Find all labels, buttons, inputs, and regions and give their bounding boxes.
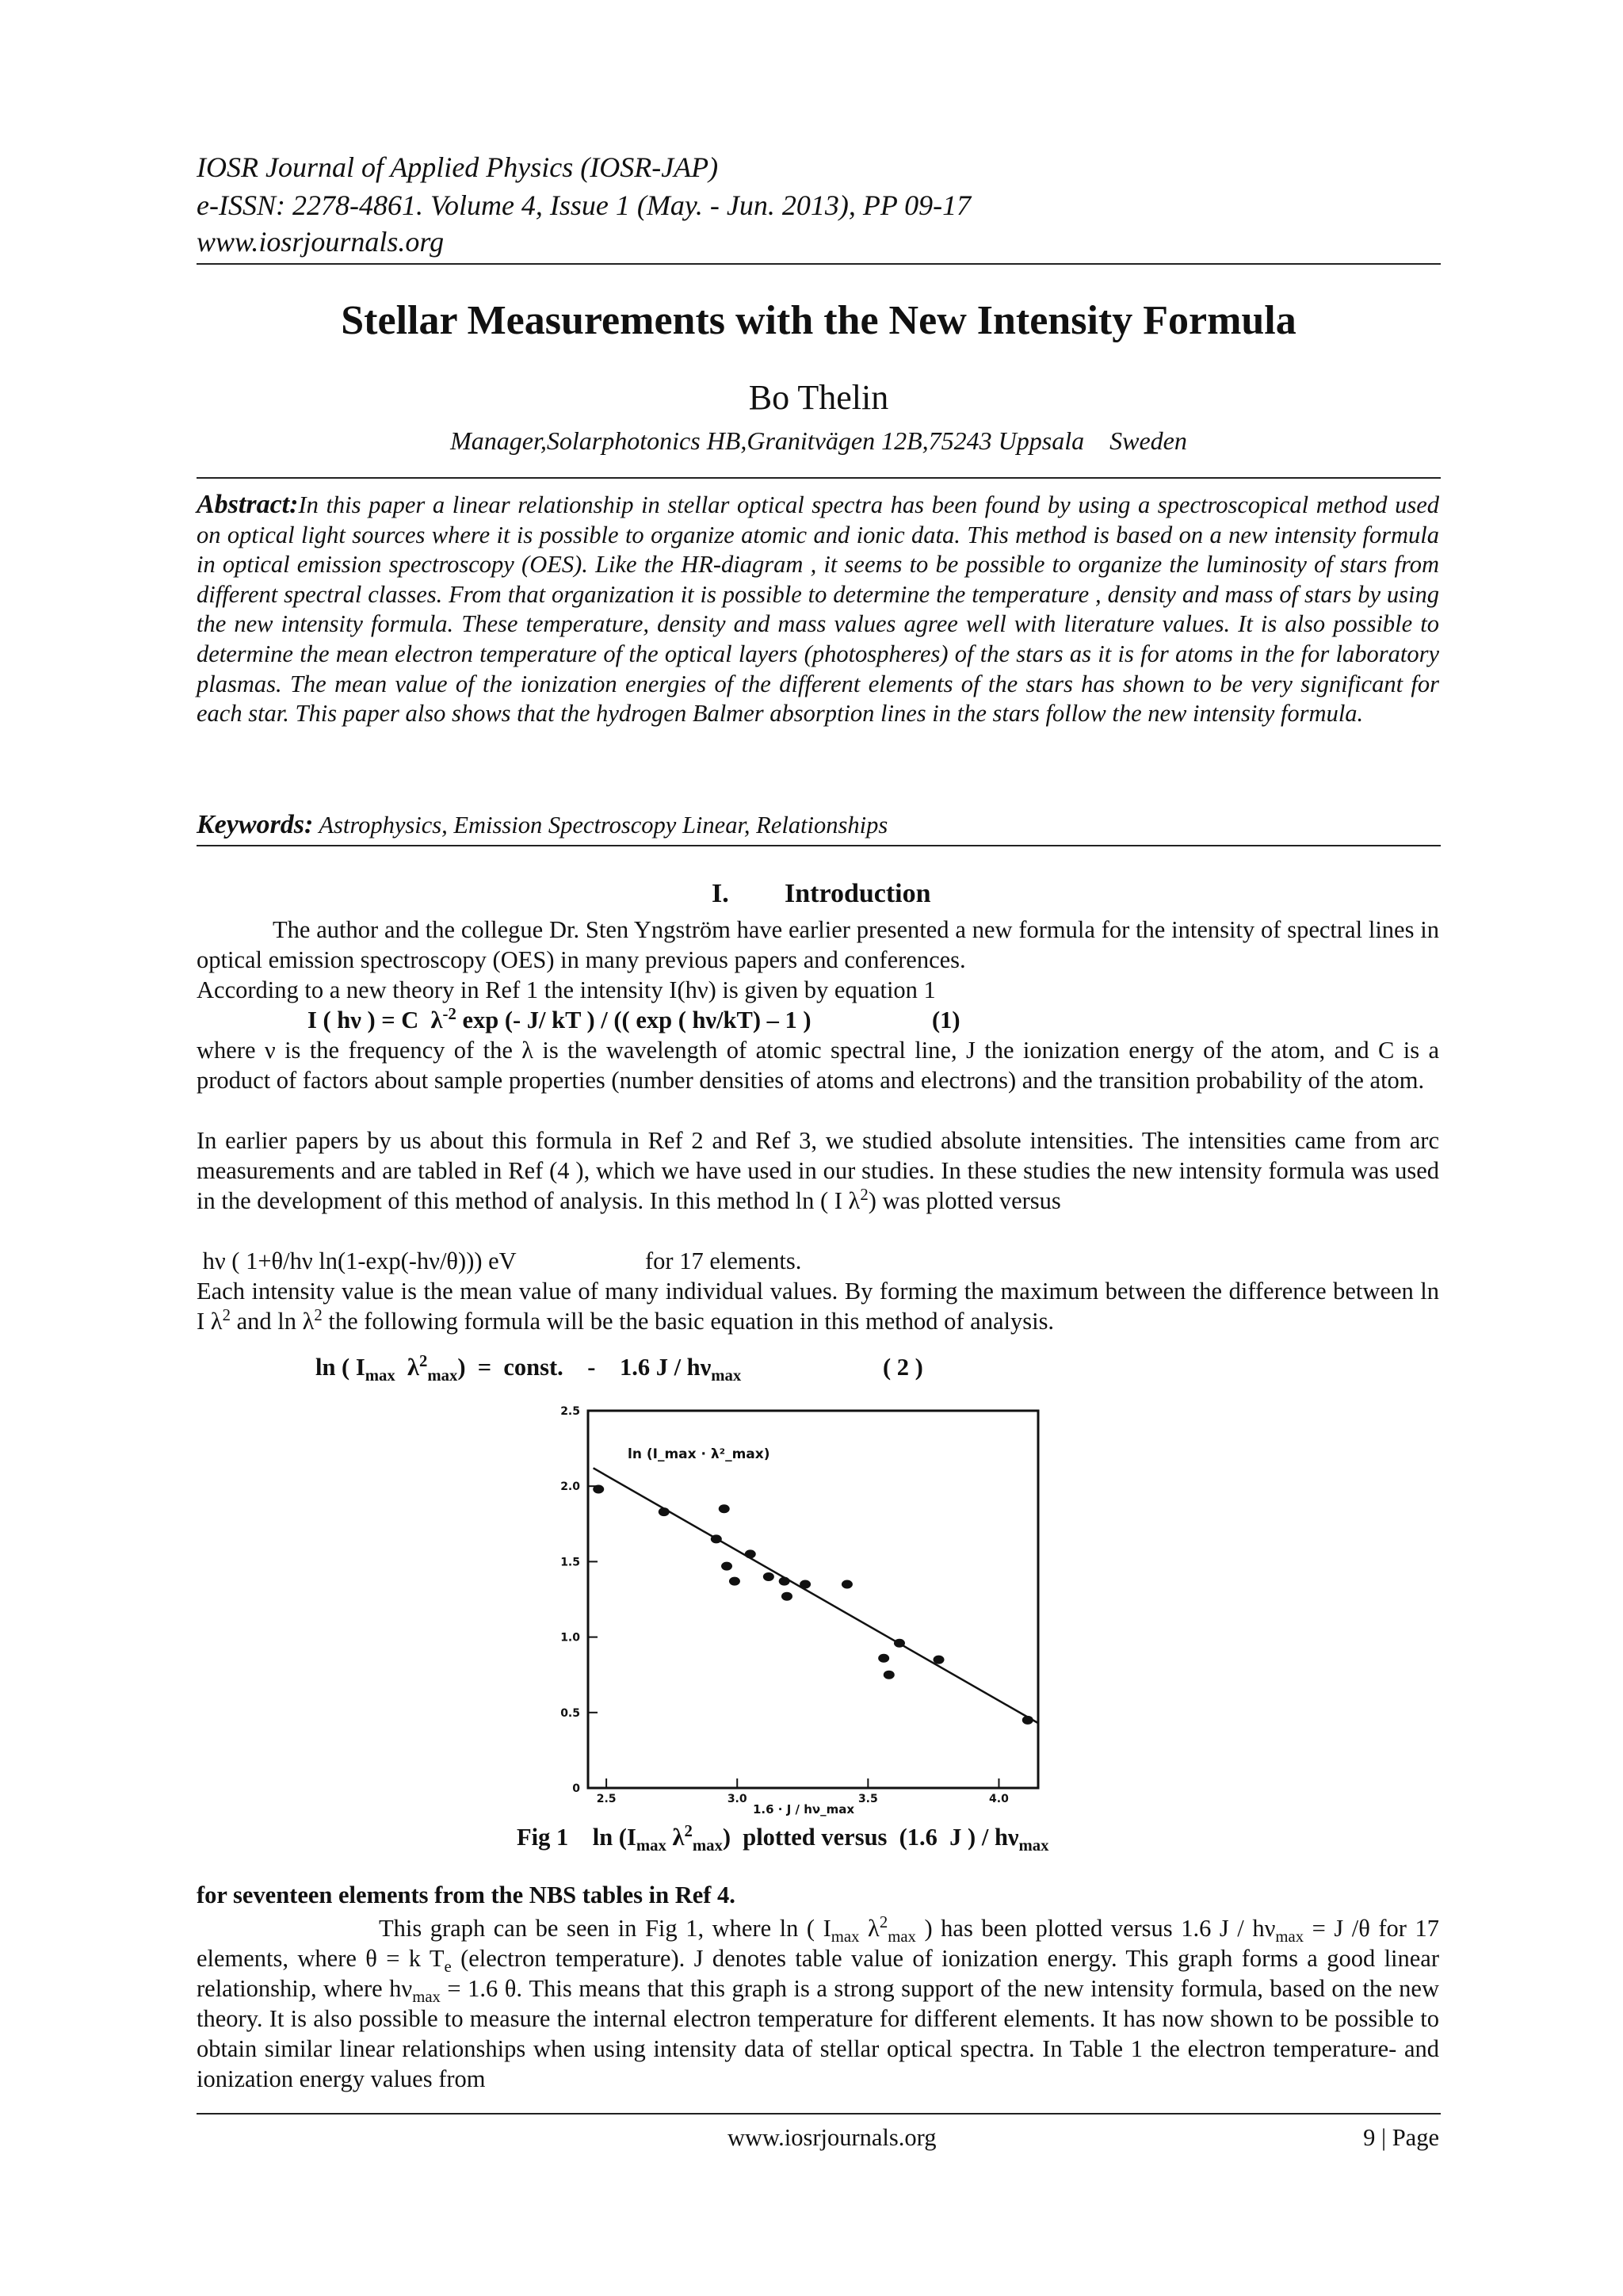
intro-paragraph-6-text: Each intensity value is the mean value of many individual values. By forming the maximum between the difference between ln I λ	[197, 1278, 1439, 1335]
intro-paragraph-4-end: ) was plotted versus	[868, 1187, 1061, 1214]
data-point	[721, 1562, 732, 1571]
header-rule	[197, 263, 1441, 265]
abstract-bottom-rule	[197, 845, 1441, 846]
data-point	[934, 1656, 945, 1664]
keywords-label: Keywords:	[197, 810, 314, 839]
abstract-text: In this paper a linear relationship in stellar optical spectra has been found by using a spectroscopical method used on optical light sources where it is possible to organize atomic and ionic data. This method is based on a new intensity formula in optical emission spectroscopy (OES). Like the HR-diagram , it seems to be possible to organize the luminosity of stars from different spectral classes. From that organization it is possible to determine the temperature , density and mass of stars by using the new intensity formula. These temperature, density and mass values agree well with literature values. It is also possible to determine the mean electron temperature of the optical layers (photospheres) of the stars as it is for atoms in the for laboratory plasmas. The mean value of the ionization energies of the different elements of the stars has shown to be very significant for each star. This paper also shows that the hydrogen Balmer absorption lines in the stars follow the new intensity formula.	[197, 491, 1439, 728]
equation-2-sub2: max	[427, 1367, 458, 1385]
intro-paragraph-1: The author and the collegue Dr. Sten Yngström have earlier presented a new formula for the intensity of spectral lines in optical emission spectroscopy (OES) in many previous papers and conferences.	[197, 916, 1439, 973]
body-paragraph-d: = J /θ for 17 elements, where θ = k T	[197, 1915, 1439, 1972]
intro-paragraph-3: where ν is the frequency of the λ is the wavelength of atomic spectral line, J the ionization energy of the atom, and C is a product of factors about sample properties (number densities of atoms and electrons) and the transition probability of the atom.	[197, 1037, 1439, 1094]
intro-paragraph-4	[197, 1125, 1439, 1216]
data-point	[745, 1549, 756, 1558]
body-paragraph-sub3: max	[1275, 1928, 1304, 1946]
body-paragraph-e: (electron temperature). J denotes table value of ionization energy. This graph forms a good linear relationship, where hν	[197, 1945, 1439, 2002]
abstract-top-rule	[197, 477, 1441, 479]
data-point	[842, 1580, 853, 1588]
figure-caption-sub3: max	[1018, 1837, 1049, 1855]
body-paragraph-c: ) has been plotted versus 1.6 J / hν	[915, 1915, 1276, 1942]
equation-1-number: (1)	[932, 1007, 960, 1033]
intro-paragraph-2: According to a new theory in Ref 1 the intensity I(hν) is given by equation 1	[197, 976, 936, 1003]
figure-caption-b: λ	[666, 1824, 685, 1851]
intro-paragraph-6-mid: and ln λ	[230, 1308, 315, 1335]
equation-2-c: ) = const. - 1.6 J / hν	[457, 1354, 712, 1381]
x-axis-label: 1.6 · J / hν_max	[753, 1802, 855, 1817]
section-title: Introduction	[785, 879, 931, 908]
y-tick-label: 2.5	[560, 1405, 580, 1418]
data-point	[711, 1534, 722, 1543]
body-paragraph	[197, 1913, 1439, 2094]
y-tick-label: 0.5	[560, 1706, 580, 1720]
abstract	[197, 490, 1439, 729]
figure-caption	[517, 1821, 1049, 1853]
keywords-text: Astrophysics, Emission Spectroscopy Linear, Relationships	[313, 812, 888, 839]
plot-frame	[588, 1411, 1038, 1788]
figure-caption-sub2: max	[692, 1837, 723, 1855]
body-paragraph-sub5: max	[412, 1988, 441, 2007]
fit-line	[594, 1468, 1038, 1723]
body-paragraph-sub4: e	[444, 1958, 452, 1977]
data-point	[593, 1485, 604, 1494]
journal-issn: e-ISSN: 2278-4861. Volume 4, Issue 1 (May. - Jun. 2013), PP 09-17	[197, 189, 972, 221]
intro-paragraph-6-sup-1: 2	[222, 1306, 231, 1324]
abstract-label: Abstract:	[197, 490, 299, 519]
intro-paragraph-6-sup-2: 2	[314, 1306, 323, 1324]
intro-paragraph-4-text: In earlier papers by us about this formula in Ref 2 and Ref 3, we studied absolute intensities. The intensities came from arc measurements and are tabled in Ref (4 ), which we have used in our studies. In these studies the new intensity formula was used in the development of this method of analysis. In this method ln ( I λ	[197, 1127, 1439, 1214]
equation-2-sub1: max	[365, 1367, 395, 1385]
body-paragraph-f: = 1.6 θ. This means that this graph is a strong support of the new intensity formula, based on the new theory. It is also possible to measure the internal electron temperature for different elements. It has now shown to be possible to obtain similar linear relationships when using intensity data of stellar optical spectra. In Table 1 the electron temperature- and ionization energy values from	[197, 1975, 1439, 2092]
keywords	[197, 810, 888, 840]
y-tick-label: 1.0	[560, 1631, 580, 1645]
page-title: Stellar Measurements with the New Intensity Formula	[341, 298, 1296, 343]
journal-url: www.iosrjournals.org	[197, 226, 445, 258]
author-name: Bo Thelin	[748, 378, 889, 417]
data-point	[763, 1572, 774, 1581]
equation-1-rhs: exp (- J/ kT ) / (( exp ( hν/kT) – 1 )	[456, 1007, 812, 1033]
author-affiliation: Manager,Solarphotonics HB,Granitvägen 12B,75243 Uppsala Sweden	[450, 426, 1187, 455]
body-paragraph-sub1: max	[831, 1928, 860, 1946]
intro-paragraph-6-end: the following formula will be the basic equation in this method of analysis.	[322, 1308, 1055, 1335]
journal-name: IOSR Journal of Applied Physics (IOSR-JAP)	[197, 151, 719, 183]
y-tick-label: 2.0	[560, 1480, 580, 1494]
equation-1-sup: -2	[442, 1005, 456, 1023]
x-tick-label: 2.5	[596, 1793, 617, 1805]
data-point	[659, 1507, 670, 1516]
body-paragraph-sup1: 2	[879, 1913, 888, 1931]
footer-rule	[197, 2113, 1441, 2115]
equation-2-number: ( 2 )	[883, 1354, 923, 1381]
equation-1-lhs: I ( hν ) = C λ	[307, 1007, 443, 1033]
x-tick-label: 3.5	[857, 1793, 878, 1805]
intro-paragraph-5: hν ( 1+θ/hν ln(1-exp(-hν/θ))) eV	[197, 1247, 517, 1274]
data-point	[781, 1592, 792, 1601]
figure-1-chart	[523, 1396, 1078, 1817]
equation-2-sup: 2	[418, 1352, 428, 1370]
x-tick-label: 3.0	[727, 1793, 747, 1805]
data-point	[719, 1504, 730, 1513]
body-paragraph-sub2: max	[888, 1928, 916, 1946]
body-paragraph-b: λ	[859, 1915, 880, 1942]
data-point	[800, 1580, 811, 1588]
data-point	[894, 1639, 905, 1648]
x-tick-label: 4.0	[989, 1793, 1009, 1805]
figure-caption-line-2: for seventeen elements from the NBS tables in Ref 4.	[197, 1881, 735, 1908]
data-point	[878, 1654, 889, 1663]
figure-caption-sub1: max	[636, 1837, 666, 1855]
footer-url: www.iosrjournals.org	[727, 2124, 937, 2151]
intro-paragraph-5-end: for 17 elements.	[645, 1247, 802, 1274]
plot-inner-label: ln (I_max · λ²_max)	[628, 1446, 770, 1462]
equation-1	[307, 1005, 812, 1035]
y-tick-label: 0	[572, 1782, 580, 1795]
equation-2-a: ln ( I	[315, 1354, 365, 1381]
data-point	[729, 1577, 740, 1586]
figure-caption-c: ) plotted versus (1.6 J ) / hν	[722, 1824, 1019, 1851]
equation-2	[315, 1352, 742, 1385]
intro-paragraph-6	[197, 1276, 1439, 1336]
section-number: I.	[712, 879, 729, 908]
figure-caption-sup: 2	[684, 1822, 693, 1840]
body-paragraph-a: This graph can be seen in Fig 1, where ln ( I	[379, 1915, 831, 1942]
y-tick-label: 1.5	[560, 1556, 580, 1569]
equation-2-b: λ	[395, 1354, 419, 1381]
data-point	[884, 1671, 895, 1679]
equation-2-sub3: max	[711, 1367, 742, 1385]
data-point	[1022, 1716, 1033, 1725]
data-point	[779, 1577, 790, 1586]
footer-page-number: 9 | Page	[1363, 2124, 1439, 2151]
figure-caption-a: Fig 1 ln (I	[517, 1824, 636, 1851]
intro-paragraph-4-sup: 2	[860, 1186, 869, 1204]
